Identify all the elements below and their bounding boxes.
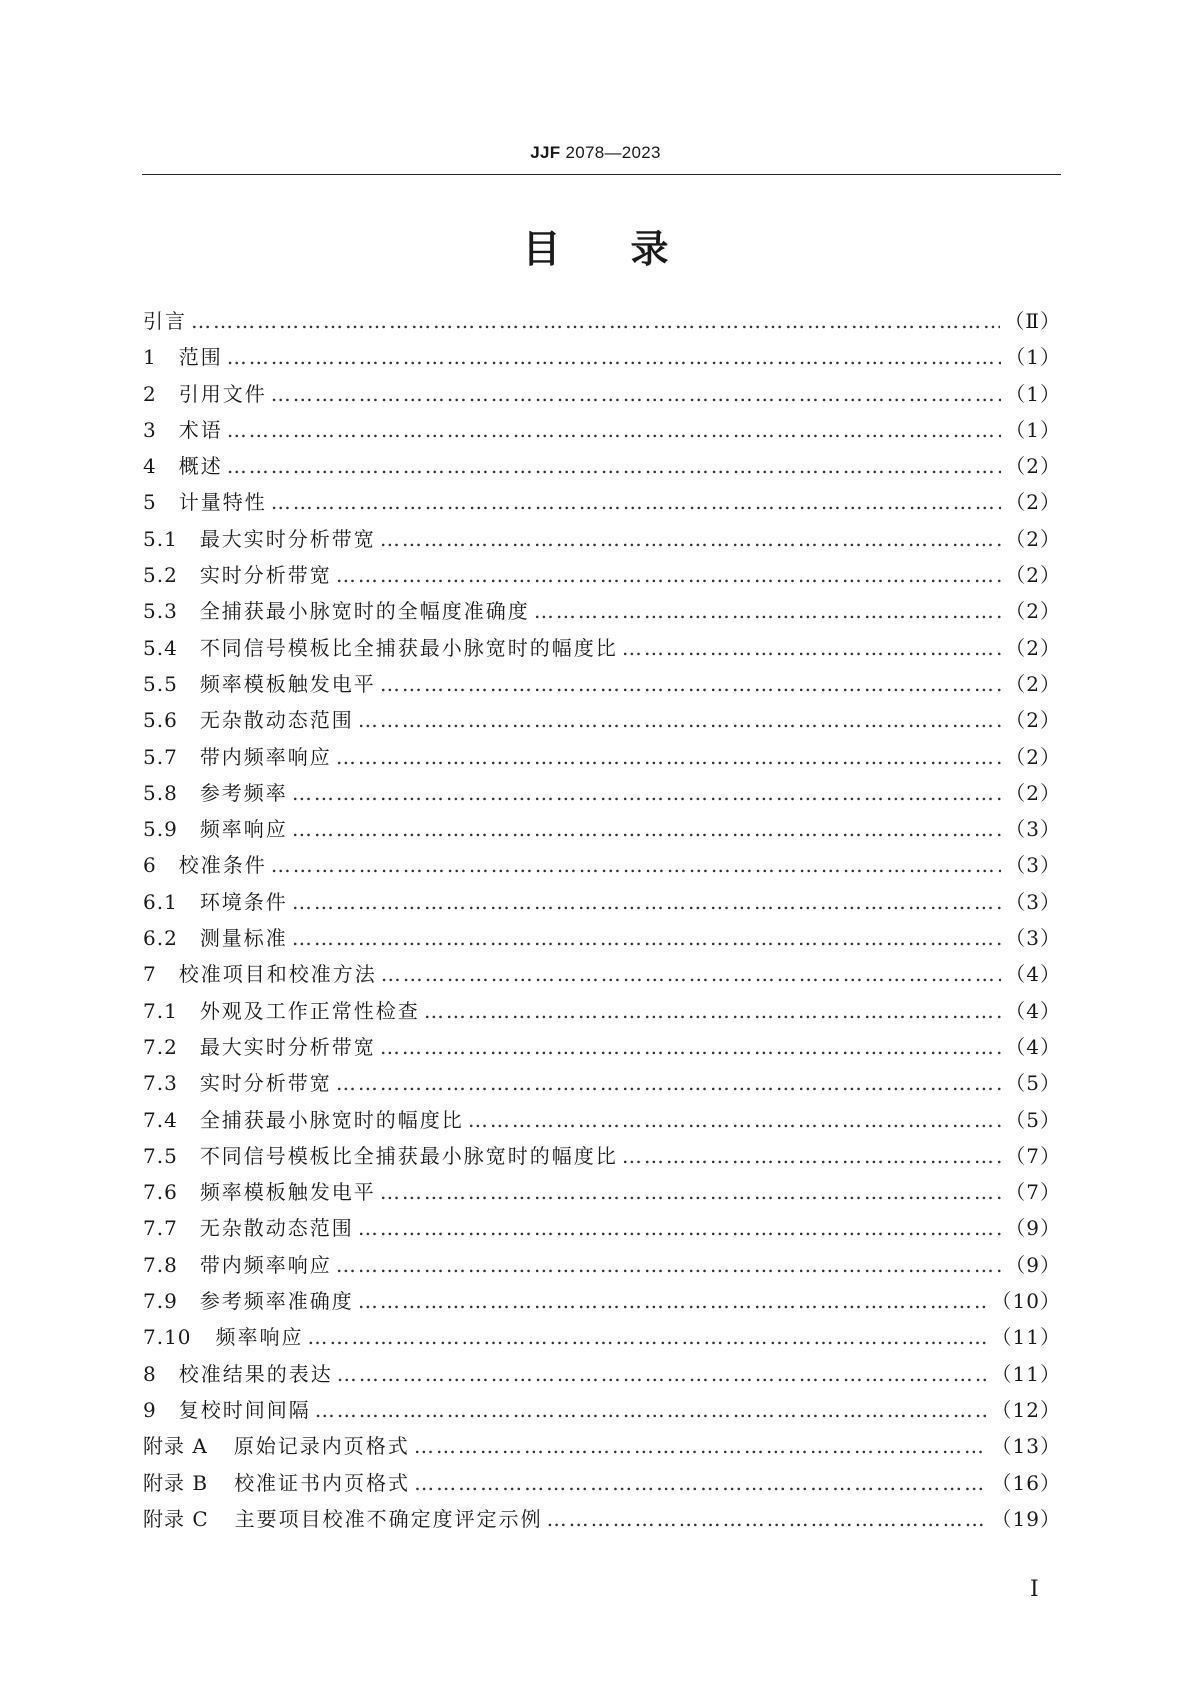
toc-entry-title: 频率模板触发电平 — [199, 671, 376, 696]
toc-entry-page: （4） — [1005, 1034, 1061, 1059]
toc-entry-number: 7.1 — [143, 998, 178, 1023]
toc-leader-dots — [381, 962, 1002, 986]
toc-entry-page: （5） — [1005, 1107, 1061, 1132]
toc-entry-page: （11） — [991, 1325, 1061, 1350]
toc-entry-number: 5.5 — [143, 671, 178, 696]
toc-leader-dots — [336, 1071, 1001, 1095]
toc-entry-page: （16） — [991, 1470, 1061, 1495]
toc-entry-page: （7） — [1005, 1180, 1061, 1205]
toc-entry[interactable] — [143, 886, 1061, 922]
toc-entry-page: （2） — [1005, 708, 1061, 733]
toc-entry-page: （3） — [1005, 817, 1061, 842]
toc-leader-dots — [358, 1289, 988, 1313]
toc-leader-dots — [227, 345, 1002, 369]
toc-entry-number: 附录 B — [143, 1470, 209, 1495]
toc-leader-dots — [380, 1035, 1001, 1059]
table-of-contents — [143, 305, 1061, 1539]
toc-entry[interactable] — [143, 559, 1061, 595]
toc-entry[interactable] — [143, 1249, 1061, 1285]
toc-entry-page: （4） — [1005, 998, 1061, 1023]
toc-entry-number: 附录 A — [143, 1434, 208, 1459]
toc-entry-page: （2） — [1005, 454, 1061, 479]
page-folio: Ⅰ — [1030, 1577, 1039, 1602]
toc-entry[interactable] — [143, 958, 1061, 994]
running-header — [0, 143, 1191, 163]
toc-entry-title: 校准条件 — [178, 853, 267, 878]
toc-entry[interactable] — [143, 341, 1061, 377]
toc-entry-number: 7.5 — [143, 1143, 178, 1168]
toc-entry[interactable] — [143, 1176, 1061, 1212]
toc-entry-number: 5.8 — [143, 780, 178, 805]
toc-entry-number: 7.10 — [143, 1325, 192, 1350]
toc-entry[interactable] — [143, 595, 1061, 631]
toc-leader-dots — [358, 1216, 1001, 1240]
toc-entry-number: 5.6 — [143, 708, 178, 733]
toc-entry-title: 频率响应 — [199, 817, 288, 842]
toc-entry[interactable] — [143, 414, 1061, 450]
toc-entry-number: 5 — [143, 490, 157, 515]
toc-entry[interactable] — [143, 1467, 1061, 1503]
toc-entry-title: 带内频率响应 — [199, 744, 332, 769]
toc-entry-number: 6.1 — [143, 889, 178, 914]
toc-leader-dots — [308, 1325, 988, 1349]
toc-entry[interactable] — [143, 1140, 1061, 1176]
toc-entry[interactable] — [143, 1031, 1061, 1067]
toc-entry-number: 4 — [143, 454, 157, 479]
toc-leader-dots — [380, 527, 1001, 551]
toc-entry-title: 全捕获最小脉宽时的全幅度准确度 — [199, 599, 530, 624]
toc-entry[interactable] — [143, 632, 1061, 668]
toc-entry-title: 概述 — [178, 454, 223, 479]
toc-entry[interactable] — [143, 486, 1061, 522]
toc-entry-title: 校准证书内页格式 — [234, 1470, 411, 1495]
toc-leader-dots — [271, 382, 1002, 406]
toc-entry-page: （1） — [1005, 417, 1061, 442]
toc-entry-number: 7 — [143, 962, 157, 987]
toc-entry-number: 附录 C — [143, 1506, 209, 1531]
toc-entry[interactable] — [143, 668, 1061, 704]
toc-leader-dots — [336, 563, 1001, 587]
toc-entry-title: 无杂散动态范围 — [199, 708, 354, 733]
toc-entry-page: （11） — [991, 1361, 1061, 1386]
toc-entry[interactable] — [143, 849, 1061, 885]
toc-entry-page: （2） — [1005, 780, 1061, 805]
toc-entry-number: 5.7 — [143, 744, 178, 769]
toc-leader-dots — [271, 490, 1002, 514]
toc-leader-dots — [292, 926, 1001, 950]
toc-entry-title: 校准结果的表达 — [178, 1361, 333, 1386]
toc-leader-dots — [227, 454, 1002, 478]
toc-entry-title: 计量特性 — [178, 490, 267, 515]
toc-leader-dots — [468, 1108, 1001, 1132]
toc-entry-page: （4） — [1005, 962, 1061, 987]
toc-leader-dots — [622, 1144, 1001, 1168]
toc-entry-title: 参考频率 — [199, 780, 288, 805]
toc-leader-dots — [622, 636, 1001, 660]
toc-entry-title: 主要项目校准不确定度评定示例 — [234, 1506, 543, 1531]
toc-entry-number: 9 — [143, 1397, 157, 1422]
toc-entry-title: 全捕获最小脉宽时的幅度比 — [199, 1107, 464, 1132]
toc-leader-dots — [336, 1253, 1001, 1277]
toc-entry-number: 6 — [143, 853, 157, 878]
toc-entry[interactable] — [143, 1394, 1061, 1430]
toc-entry[interactable] — [143, 1067, 1061, 1103]
toc-entry-number: 3 — [143, 417, 157, 442]
toc-entry[interactable] — [143, 1212, 1061, 1248]
toc-entry-title: 引用文件 — [178, 381, 267, 406]
toc-leader-dots — [414, 1434, 988, 1458]
toc-entry[interactable] — [143, 1321, 1061, 1357]
toc-entry-page: （13） — [991, 1434, 1061, 1459]
toc-entry-number: 6.2 — [143, 926, 178, 951]
toc-entry-page: （9） — [1005, 1252, 1061, 1277]
toc-entry-page: （Ⅱ） — [1004, 309, 1061, 333]
standard-code: 2078—2023 — [565, 143, 661, 162]
toc-entry[interactable] — [143, 995, 1061, 1031]
toc-entry-title: 带内频率响应 — [199, 1252, 332, 1277]
toc-leader-dots — [191, 309, 1000, 333]
toc-entry-title: 复校时间间隔 — [178, 1397, 311, 1422]
toc-entry-page: （2） — [1005, 563, 1061, 588]
toc-entry-number: 5.4 — [143, 635, 178, 660]
toc-entry-page: （10） — [991, 1289, 1061, 1314]
page-title: 目录 — [522, 227, 739, 271]
toc-leader-dots — [292, 817, 1001, 841]
toc-entry-number: 7.2 — [143, 1034, 178, 1059]
toc-entry-title: 不同信号模板比全捕获最小脉宽时的幅度比 — [199, 635, 618, 660]
toc-entry-title: 最大实时分析带宽 — [199, 526, 376, 551]
toc-leader-dots — [337, 1362, 988, 1386]
toc-entry-page: （2） — [1005, 490, 1061, 515]
toc-leader-dots — [414, 1471, 987, 1495]
toc-entry-number: 5.1 — [143, 526, 178, 551]
toc-entry-title: 实时分析带宽 — [199, 1071, 332, 1096]
toc-entry-page: （1） — [1005, 345, 1061, 370]
toc-entry-title: 外观及工作正常性检查 — [199, 998, 420, 1023]
toc-entry-title: 频率响应 — [215, 1325, 304, 1350]
toc-entry-number: 5.3 — [143, 599, 178, 624]
toc-leader-dots — [547, 1507, 988, 1531]
toc-entry-title: 原始记录内页格式 — [233, 1434, 410, 1459]
toc-entry-page: （9） — [1005, 1216, 1061, 1241]
toc-entry-number: 2 — [143, 381, 157, 406]
toc-entry-number: 5.9 — [143, 817, 178, 842]
toc-entry-number: 7.9 — [143, 1289, 178, 1314]
toc-entry[interactable] — [143, 704, 1061, 740]
toc-entry[interactable] — [143, 1285, 1061, 1321]
toc-leader-dots — [292, 781, 1001, 805]
toc-leader-dots — [358, 708, 1001, 732]
toc-entry-page: （2） — [1005, 671, 1061, 696]
toc-entry-title: 不同信号模板比全捕获最小脉宽时的幅度比 — [199, 1143, 618, 1168]
toc-entry-title: 校准项目和校准方法 — [178, 962, 377, 987]
standard-prefix: JJF — [530, 143, 561, 162]
toc-entry-title: 参考频率准确度 — [199, 1289, 354, 1314]
toc-entry-page: （5） — [1005, 1071, 1061, 1096]
toc-entry-title: 范围 — [178, 345, 223, 370]
toc-entry-title: 术语 — [178, 417, 223, 442]
toc-leader-dots — [227, 418, 1002, 442]
toc-entry[interactable] — [143, 378, 1061, 414]
toc-leader-dots — [424, 999, 1001, 1023]
toc-entry-number: 7.3 — [143, 1071, 178, 1096]
toc-entry[interactable] — [143, 1358, 1061, 1394]
toc-entry-number: 5.2 — [143, 563, 178, 588]
toc-entry-title: 最大实时分析带宽 — [199, 1034, 376, 1059]
toc-entry-page: （7） — [1005, 1143, 1061, 1168]
toc-entry[interactable] — [143, 813, 1061, 849]
toc-entry[interactable] — [143, 450, 1061, 486]
toc-entry-page: （1） — [1005, 381, 1061, 406]
toc-entry-page: （2） — [1005, 526, 1061, 551]
toc-leader-dots — [380, 672, 1001, 696]
toc-leader-dots — [336, 745, 1001, 769]
header-rule — [142, 174, 1061, 175]
toc-leader-dots — [380, 1180, 1001, 1204]
toc-entry[interactable] — [143, 922, 1061, 958]
toc-entry-number: 7.8 — [143, 1252, 178, 1277]
toc-entry-title: 频率模板触发电平 — [199, 1180, 376, 1205]
toc-entry-title: 无杂散动态范围 — [199, 1216, 354, 1241]
toc-entry-title: 实时分析带宽 — [199, 563, 332, 588]
toc-entry-number: 8 — [143, 1361, 157, 1386]
toc-entry-number: 7.7 — [143, 1216, 178, 1241]
toc-entry-page: （2） — [1005, 744, 1061, 769]
toc-entry[interactable] — [143, 1430, 1061, 1466]
toc-entry-page: （2） — [1005, 635, 1061, 660]
toc-entry-title: 引言 — [143, 309, 187, 333]
toc-entry[interactable] — [143, 777, 1061, 813]
toc-leader-dots — [292, 890, 1001, 914]
toc-entry-number: 7.4 — [143, 1107, 178, 1132]
toc-leader-dots — [271, 853, 1002, 877]
toc-entry[interactable] — [143, 1503, 1061, 1539]
toc-entry-page: （3） — [1005, 889, 1061, 914]
toc-entry[interactable] — [143, 523, 1061, 559]
toc-entry[interactable] — [143, 741, 1061, 777]
toc-entry-number: 1 — [143, 345, 157, 370]
toc-entry[interactable] — [143, 305, 1061, 341]
toc-entry-page: （3） — [1005, 926, 1061, 951]
toc-entry-number: 7.6 — [143, 1180, 178, 1205]
toc-entry-page: （3） — [1005, 853, 1061, 878]
toc-entry-page: （12） — [991, 1397, 1061, 1422]
toc-leader-dots — [534, 599, 1001, 623]
toc-entry-page: （2） — [1005, 599, 1061, 624]
toc-leader-dots — [315, 1398, 988, 1422]
toc-entry-page: （19） — [991, 1506, 1061, 1531]
toc-entry[interactable] — [143, 1104, 1061, 1140]
toc-entry-title: 环境条件 — [199, 889, 288, 914]
toc-entry-title: 测量标准 — [199, 926, 288, 951]
